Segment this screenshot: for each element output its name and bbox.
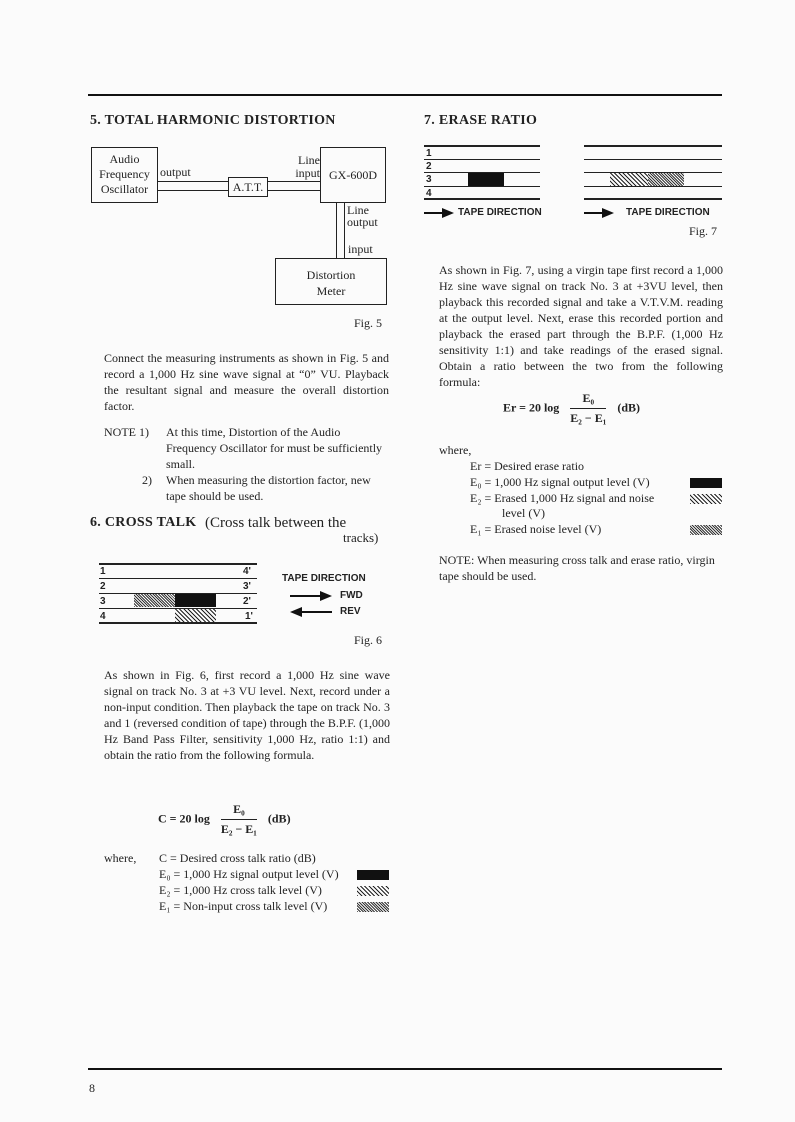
track-2p: 2' [243,596,251,607]
section6-heading: 6. CROSS TALK [90,515,197,530]
section7-note: NOTE: When measuring cross talk and erase ratio, virgin tape should be used. [439,553,715,583]
direction-arrow-icon [424,208,454,218]
tape-edge [424,145,540,147]
bottom-rule [88,1068,722,1070]
oscillator-box [91,147,158,203]
formula-lhs: Er = 20 log [503,400,560,415]
def-e2: E₂ = 1,000 Hz cross talk level (V) [159,883,322,897]
tape-edge [99,622,257,624]
track-line [584,159,722,160]
track-1: 1 [100,566,106,577]
formula-numerator: E₀ [570,391,606,409]
def-e0: E₀ = 1,000 Hz signal output level (V) [470,475,650,489]
section7-heading: 7. ERASE RATIO [424,113,538,128]
section5-heading: 5. TOTAL HARMONIC DISTORTION [90,113,336,128]
section7-paragraph: As shown in Fig. 7, using a virgin tape first record a 1,000 Hz sine wave signal on track No. 3 at +3VU level, then playback this recorded signal and take a V.T.V.M. reading at the output level. Next, erase this recorded portion and playback the erased part through the B.P.F. (1,000 Hz sensitivity 1:1) and take readings of the erased signal. Obtain a ratio between the two from the following formula: [439,263,723,389]
tape-edge [584,145,722,147]
gx600d-box [320,147,386,203]
wire [158,190,228,191]
track-line [424,186,540,187]
crosstalk-noise-block [134,594,175,607]
swatch-solid [357,870,389,880]
att-label: A.T.T. [232,180,264,194]
direction-arrow-icon [584,208,614,218]
formula-denominator: E₂ − E₁ [220,822,257,836]
note-label: NOTE 1) [104,425,149,439]
formula-fraction [221,802,257,837]
input-label: input [348,242,373,256]
fig6-label: Fig. 6 [354,633,383,647]
signal-block [175,594,216,607]
note2-text: When measuring the distortion factor, new tape should be used. [166,473,371,503]
line-input-label [290,154,320,180]
wire [268,181,320,182]
formula-unit: (dB) [617,400,641,415]
fig5-label: Fig. 5 [354,316,383,330]
wire [336,203,337,259]
line-output-text: Line output [347,203,378,229]
track-4p: 4' [243,566,251,577]
oscillator-label: Audio Frequency Oscillator [99,152,150,196]
swatch-dots [690,525,722,535]
section6-subheading-2: tracks) [343,530,379,545]
erased-noise-block [648,173,684,186]
formula-fraction [570,391,606,426]
page-number: 8 [89,1081,95,1095]
att-box [228,177,268,197]
track-4: 4 [100,611,106,622]
crosstalk-block [175,609,216,622]
swatch-solid [690,478,722,488]
wire [344,203,345,259]
def-er: Er = Desired erase ratio [470,459,585,473]
formula-denominator: E₂ − E₁ [570,411,607,425]
wire [158,181,228,182]
swatch-hatch [690,494,722,504]
recorded-block [468,173,504,186]
formula-lhs: C = 20 log [158,811,210,826]
fwd-arrow-icon [290,591,332,601]
def-e0: E₀ = 1,000 Hz signal output level (V) [159,867,339,881]
device-label: GX-600D [329,168,377,182]
track-1: 1 [426,148,432,159]
tape-edge [584,198,722,200]
formula-unit: (dB) [267,811,291,826]
tape-direction-label: TAPE DIRECTION [282,573,366,584]
erase-formula [503,391,640,426]
track-line [99,578,257,579]
swatch-hatch [357,886,389,896]
output-label: output [160,165,191,179]
section5-paragraph: Connect the measuring instruments as shown in Fig. 5 and record a 1,000 Hz sine wave signal at “0” VU. Playback the resultant signal and measure the overall distortion factor. [104,351,389,413]
track-3: 3 [100,596,106,607]
def-e2: E₂ = Erased 1,000 Hz signal and noise [470,491,655,505]
line-input-text: Line input [295,153,320,180]
note2-num: 2) [142,473,152,487]
def-e1: E₁ = Erased noise level (V) [470,522,602,536]
tape-edge [99,563,257,565]
track-3: 3 [426,174,432,185]
crosstalk-formula [158,802,291,837]
wire [268,190,320,191]
meter-label: Distortion Meter [306,268,356,298]
track-2: 2 [426,161,432,172]
fig7-label: Fig. 7 [689,224,718,238]
tape-direction-left: TAPE DIRECTION [458,207,542,218]
rev-label: REV [340,606,361,617]
line-output-label [347,204,381,228]
def-c: C = Desired cross talk ratio (dB) [159,851,316,865]
track-4: 4 [426,188,432,199]
section6-paragraph: As shown in Fig. 6, first record a 1,000 Hz sine wave signal on track No. 3 at +3 VU level. Next, record under a non-input condition. Then playback the tape on track No. 3 and 1 (reversed condition of tape) through the B.P.F. (1,000 Hz Band Pass Filter, sensitivity 1,000 Hz, ratio 1:1) and obtain the ratio from the following formula. [104,668,390,762]
track-2: 2 [100,581,106,592]
track-line [584,186,722,187]
where-label: where, [439,443,472,457]
swatch-dots [357,902,389,912]
tape-edge [424,198,540,200]
note1-text: At this time, Distortion of the Audio Frequency Oscillator for must be sufficiently small. [166,425,383,471]
fwd-label: FWD [340,590,363,601]
def-e1: E₁ = Non-input cross talk level (V) [159,899,328,913]
track-3p: 3' [243,581,251,592]
formula-numerator: E₀ [221,802,257,820]
track-1p: 1' [245,611,253,622]
tape-direction-right: TAPE DIRECTION [626,207,710,218]
track-line [424,159,540,160]
where-label: where, [104,851,137,865]
distortion-meter-box [275,258,387,305]
top-rule [88,94,722,96]
def-e2-cont: level (V) [502,506,545,520]
rev-arrow-icon [290,607,332,617]
section6-subheading: (Cross talk between the [205,515,347,531]
erased-block [610,173,648,186]
